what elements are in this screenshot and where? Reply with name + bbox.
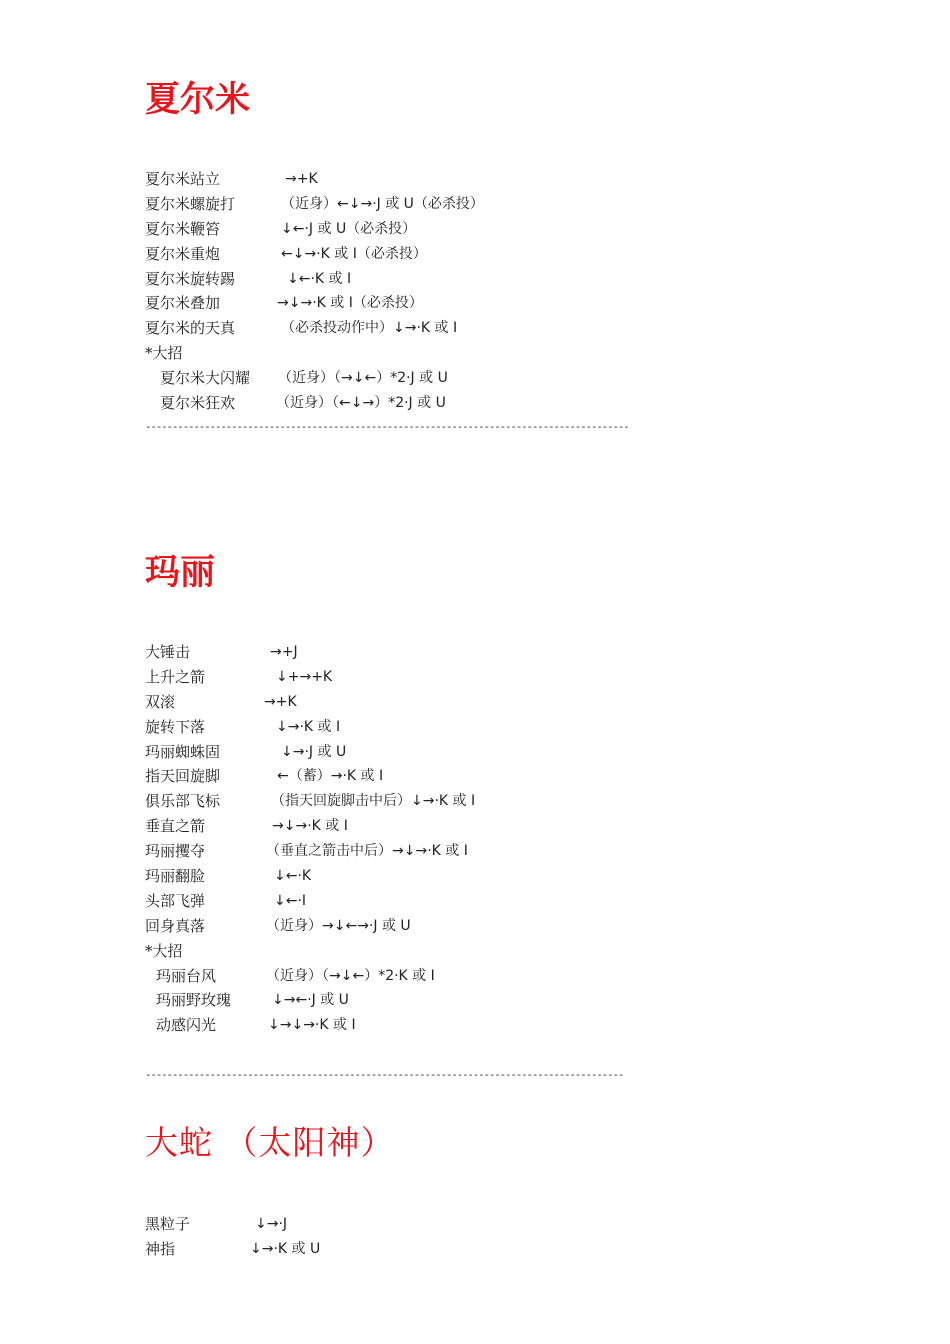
move-command: ↓→←·J 或 U	[272, 992, 349, 1009]
super-moves-label: *大招	[145, 941, 183, 960]
move-name: 夏尔米旋转踢	[145, 269, 236, 288]
move-command: →+K	[264, 693, 297, 710]
move-name: 旋转下落	[145, 717, 206, 736]
move-name: 玛丽攫夺	[145, 842, 206, 861]
move-name: 双滚	[145, 692, 176, 711]
move-command: （必杀投动作中）↓→·K 或 I	[281, 320, 458, 337]
move-command: （近身）（→↓←）*2·J 或 U	[278, 370, 448, 387]
move-name: 俱乐部飞标	[145, 792, 221, 811]
move-command: （指天回旋脚击中后）↓→·K 或 I	[271, 793, 476, 810]
move-name: 指天回旋脚	[145, 767, 221, 786]
move-command: →↓→·K 或 I	[272, 818, 348, 835]
move-name: 上升之箭	[145, 667, 206, 686]
move-command: ↓←·K	[274, 868, 312, 885]
move-command: ↓←·I	[274, 892, 307, 909]
character-title-orochi: 大蛇 （太阳神）	[145, 1123, 395, 1162]
move-name: 玛丽台风	[156, 966, 217, 985]
move-name: 神指	[145, 1239, 176, 1258]
character-title-shermie: 夏尔米	[145, 79, 251, 120]
move-command: →+K	[285, 171, 318, 187]
move-command: ↓→·K 或 U	[250, 1240, 321, 1257]
move-command: →↓→·K 或 I（必杀投）	[277, 295, 423, 312]
move-name: 夏尔米叠加	[145, 294, 221, 313]
move-command: （近身）→↓←→·J 或 U	[266, 917, 411, 934]
move-command: ←（蓄）→·K 或 I	[277, 768, 384, 785]
move-command: ↓←·K 或 I	[287, 270, 352, 287]
move-command: （近身）←↓→·J 或 U（必杀投）	[281, 195, 484, 212]
move-name: 夏尔米的天真	[145, 319, 236, 338]
section-divider: ------------------------------------------------------------------------------------------	[145, 420, 629, 433]
move-command: ↓←·J 或 U（必杀投）	[281, 220, 417, 237]
move-name: 玛丽野玫瑰	[156, 991, 232, 1010]
move-name: 大锤击	[145, 643, 191, 661]
super-moves-label: *大招	[145, 344, 183, 363]
move-name: 玛丽翻脸	[145, 867, 206, 886]
move-command: ↓+→+K	[276, 668, 333, 685]
move-name: 垂直之箭	[145, 817, 206, 836]
move-command: ↓→↓→·K 或 I	[268, 1017, 356, 1034]
section-divider: -----------------------------------------------------------------------------------------	[145, 1068, 624, 1081]
move-name: 玛丽蜘蛛固	[145, 742, 221, 761]
move-name: 夏尔米鞭笞	[145, 219, 221, 238]
move-name: 回身真落	[145, 916, 206, 935]
move-name: 头部飞弹	[145, 891, 206, 910]
move-command: →+J	[270, 644, 298, 660]
move-command: （近身）（→↓←）*2·K 或 I	[266, 967, 435, 984]
move-name: 夏尔米重炮	[145, 244, 221, 263]
move-command: ↓→·J	[255, 1216, 288, 1232]
move-name: 夏尔米狂欢	[160, 394, 236, 413]
move-command: ↓→·K 或 I	[276, 718, 341, 735]
move-name: 夏尔米螺旋打	[145, 194, 236, 213]
move-name: 夏尔米站立	[145, 170, 221, 188]
move-name: 黑粒子	[145, 1215, 191, 1233]
move-name: 夏尔米大闪耀	[160, 369, 251, 388]
move-name: 动感闪光	[156, 1016, 217, 1035]
character-title-mary: 玛丽	[145, 552, 216, 593]
move-command: ↓→·J 或 U	[281, 743, 347, 760]
move-command: （垂直之箭击中后）→↓→·K 或 I	[266, 843, 468, 860]
move-command: （近身）（←↓→）*2·J 或 U	[276, 395, 446, 412]
move-command: ←↓→·K 或 I（必杀投）	[281, 245, 427, 262]
